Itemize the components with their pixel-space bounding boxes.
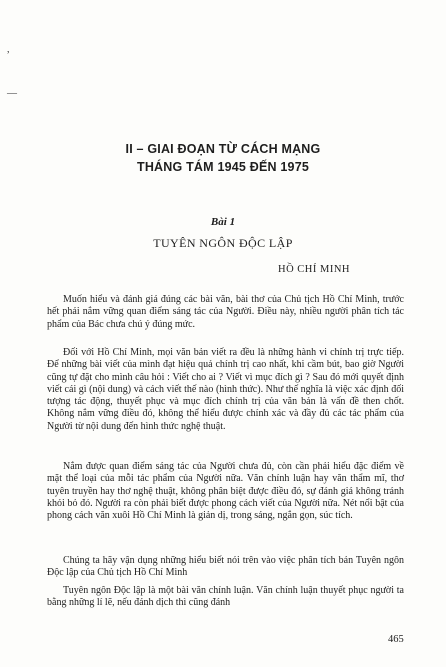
paragraph: Muốn hiểu và đánh giá đúng các bài văn, bài thơ của Chủ tịch Hồ Chí Minh, trước hết phải nắm vững quan điểm sáng tác của Người. Điều này, nhiều người phân tích tác phẩm của Bác chưa chú ý đúng mức. [47, 294, 404, 330]
section-title-line-2: THÁNG TÁM 1945 ĐẾN 1975 [136, 160, 309, 174]
margin-mark: — [7, 88, 17, 99]
lesson-label: Bài 1 [210, 216, 236, 228]
author-name: HỒ CHÍ MINH [278, 264, 350, 275]
paragraph: Tuyên ngôn Độc lập là một bài văn chính luận. Văn chính luận thuyết phục người ta bằng những lí lẽ, nếu đánh dịch thì cũng đánh [47, 585, 404, 609]
section-title-line-1: II – GIAI ĐOẠN TỪ CÁCH MẠNG [125, 142, 321, 156]
paragraph: Đối với Hồ Chí Minh, mọi văn bản viết ra đều là những hành vi chính trị trực tiếp. Để những bài viết của mình đạt hiệu quả chính trị cao nhất, khi cầm bút, bao giờ Người cũng tự đặt cho mình câu hỏi : Viết cho ai ? Viết vì mục đích gì ? Sau đó mới quyết định viết cái gì (nội dung) và cách viết thế nào (hình thức). Như thế nghĩa là việc xác định đối tượng tác động, thuyết phục và mục đích chính trị của văn bản là vấn đề then chốt. Không nắm vững điều đó, không thể hiểu được chính xác và đầy đủ các tác phẩm của Người từ nội dung đến hình thức nghệ thuật. [47, 347, 404, 432]
work-title: TUYÊN NGÔN ĐỘC LẬP [153, 236, 293, 250]
paragraph: Chúng ta hãy vận dụng những hiểu biết nói trên vào việc phân tích bản Tuyên ngôn Độc lập của Chủ tịch Hồ Chí Minh [47, 555, 404, 579]
page-number: 465 [388, 634, 404, 645]
margin-mark: , [7, 44, 10, 55]
paragraph: Nắm được quan điểm sáng tác của Người chưa đủ, còn cần phải hiểu đặc điểm về mặt thể loại của mỗi tác phẩm của Người nữa. Văn chính luận hay văn thẩm mĩ, thơ tuyên truyền hay thơ nghệ thuật, không phân biệt được điều đó, sự đánh giá không tránh khỏi bỏ đó. Người ra còn phải biết được phong cách viết của Người nữa. Nét nổi bật của phong cách văn xuôi Hồ Chí Minh là giản dị, trong sáng, ngắn gọn, súc tích. [47, 461, 404, 522]
